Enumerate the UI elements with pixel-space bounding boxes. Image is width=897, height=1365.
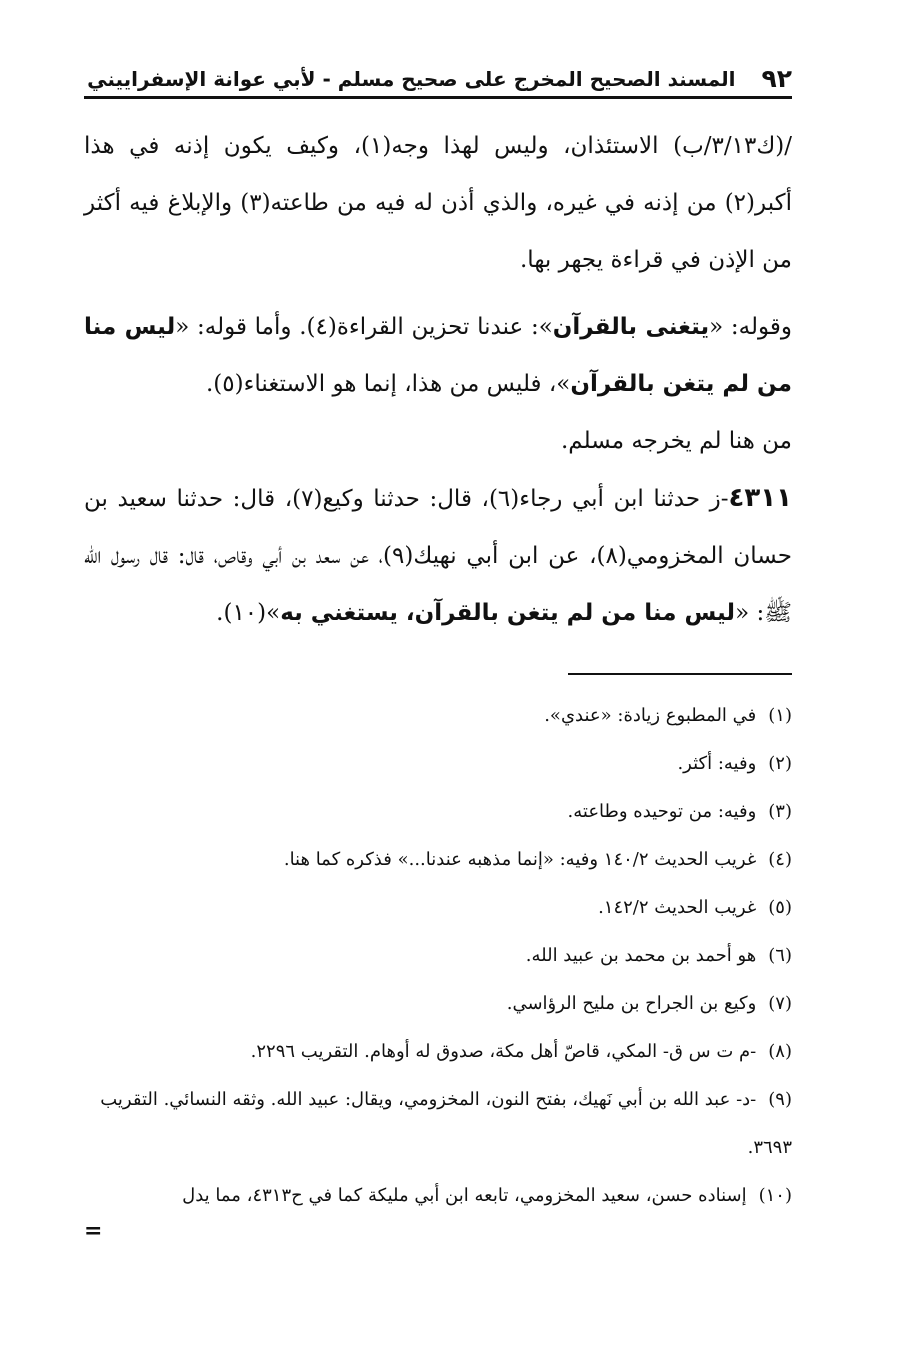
footnote bbox=[84, 884, 792, 932]
footnote-number: (٩) bbox=[768, 1089, 792, 1110]
header-rule bbox=[84, 96, 792, 99]
footnote-number: (٢) bbox=[768, 753, 792, 774]
footnote-text: هو أحمد بن محمد بن عبيد الله. bbox=[525, 945, 757, 966]
footnote bbox=[84, 788, 792, 836]
footnote-number: (١) bbox=[768, 705, 792, 726]
footnote-number: (٦) bbox=[768, 945, 792, 966]
footnotes bbox=[84, 692, 792, 1220]
text-run: »(١٠). bbox=[216, 600, 281, 626]
quoted-phrase: يتغنى بالقرآن bbox=[552, 314, 710, 340]
paragraph-2 bbox=[84, 299, 792, 413]
footnote-number: (٤) bbox=[768, 849, 792, 870]
text-run: »، فليس من هذا، إنما هو الاستغناء(٥). bbox=[205, 371, 571, 397]
main-text bbox=[84, 118, 792, 642]
footnote bbox=[84, 932, 792, 980]
paragraph-3: من هنا لم يخرجه مسلم. bbox=[560, 428, 792, 454]
footnote-text: وكيع بن الجراح بن مليح الرؤاسي. bbox=[506, 993, 757, 1014]
footnote bbox=[84, 1076, 792, 1172]
footnote-text: إسناده حسن، سعيد المخزومي، تابعه ابن أبي مليكة كما في ح٤٣١٣، مما يدل bbox=[182, 1185, 747, 1206]
footnote-number: (٣) bbox=[768, 801, 792, 822]
footnote-text: -م ت س ق- المكي، قاصّ أهل مكة، صدوق له أوهام. التقريب ٢٢٩٦. bbox=[250, 1041, 757, 1062]
footnote-number: (٥) bbox=[768, 897, 792, 918]
footnote-text: غريب الحديث ١٤٢/٢. bbox=[598, 897, 757, 918]
footnote bbox=[84, 1172, 792, 1220]
page-number: ٩٢ bbox=[761, 64, 792, 93]
footnote-number: (١٠) bbox=[758, 1185, 792, 1206]
footnote-text: -د- عبد الله بن أبي نَهيك، بفتح النون، المخزومي، ويقال: عبيد الله. وثقه النسائي. التقريب ٣٦٩٣. bbox=[100, 1089, 792, 1158]
continuation-mark: = bbox=[84, 1218, 103, 1244]
footnote-separator bbox=[568, 673, 792, 675]
page-header bbox=[84, 58, 792, 94]
footnote-number: (٨) bbox=[768, 1041, 792, 1062]
quoted-hadith-text: ليس منا من لم يتغن بالقرآن bbox=[84, 314, 792, 397]
footnote-number: (٧) bbox=[768, 993, 792, 1014]
running-title: المسند الصحيح المخرج على صحيح مسلم - لأبي عوانة الإسفراييني bbox=[87, 67, 736, 91]
footnote bbox=[84, 692, 792, 740]
footnote bbox=[84, 836, 792, 884]
hadith-number: ٤٣١١ bbox=[728, 483, 792, 513]
text-run: وقوله: « bbox=[709, 314, 792, 340]
footnote-text: وفيه: من توحيده وطاعته. bbox=[567, 801, 757, 822]
hadith-matn: ليس منا من لم يتغن بالقرآن، يستغني به bbox=[280, 600, 736, 626]
footnote-text: في المطبوع زيادة: «عندي». bbox=[544, 705, 757, 726]
footnote bbox=[84, 980, 792, 1028]
footnote-text: غريب الحديث ١٤٠/٢ وفيه: «إنما مذهبه عندنا...» فذكره كما هنا. bbox=[283, 849, 757, 870]
text-run: »: عندنا تحزين القراءة(٤). وأما قوله: « bbox=[175, 314, 553, 340]
footnote bbox=[84, 1028, 792, 1076]
hadith-paragraph bbox=[84, 470, 792, 642]
footnote bbox=[84, 740, 792, 788]
paragraph-1: /(ك٣/١٣/ب) الاستئذان، وليس لهذا وجه(١)، وكيف يكون إذنه في هذا أكبر(٢) من إذنه في غيره، والذي أذن له فيه من طاعته(٣) والإبلاغ فيه أكثر من الإذن في قراءة يجهر بها. bbox=[84, 133, 792, 273]
text-run: -ز حدثنا ابن أبي رجاء(٦)، قال: حدثنا وكيع(٧)، قال: حدثنا سعيد بن حسان المخزومي(٨)، عن ابن أبي نهيك(٩)، عن سعد بن أبي وقاص، قال: قال رسول الله ﷺ: « bbox=[84, 486, 792, 626]
footnote-text: وفيه: أكثر. bbox=[677, 753, 757, 774]
